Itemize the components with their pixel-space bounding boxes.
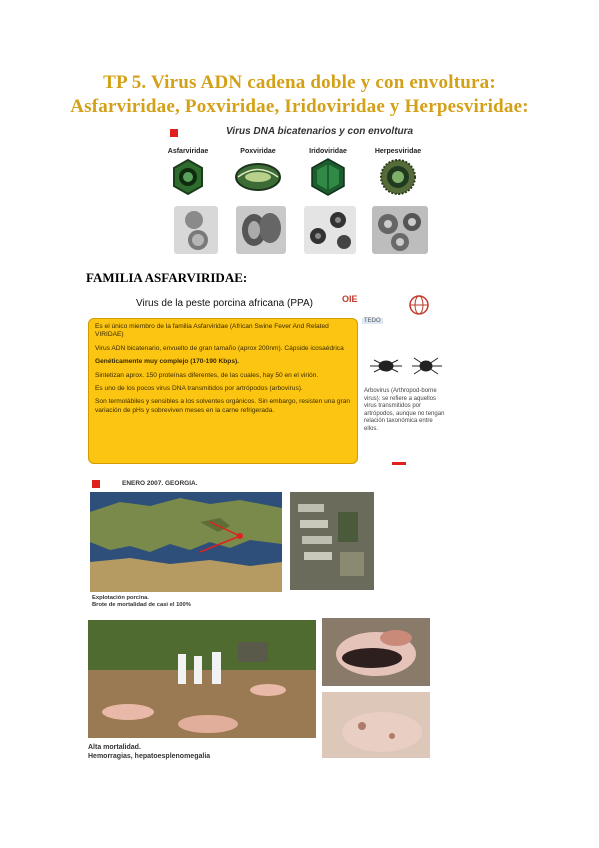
bullet-square xyxy=(92,480,100,488)
caption-line1: Alta mortalidad. xyxy=(88,744,141,751)
oie-logo: OIE xyxy=(342,294,358,304)
slide-footer-mark xyxy=(392,462,406,465)
page-title-line2: Asfarviridae, Poxviridae, Iridoviridae y Herpesviridae: xyxy=(70,96,529,117)
poxviridae-micrograph xyxy=(236,206,286,254)
bullet-square xyxy=(170,129,178,137)
iridoviridae-micrograph xyxy=(304,206,356,254)
skin-hemorrhage-photo xyxy=(322,692,430,758)
herpesviridae-micrograph xyxy=(372,206,428,254)
caption-line2: Brote de mortalidad de casi el 100% xyxy=(92,602,191,608)
caption-line1: Explotación porcina. xyxy=(92,595,150,601)
georgia-outbreak-slide xyxy=(86,474,376,612)
herpesviridae-virion-icon xyxy=(381,160,415,194)
arbovirus-note: Arbovirus (Arthropod-borne virus): se refiere a aquellos virus transmitidos por artrópodos, aunque no tengan relación taxonómica entre ellos. xyxy=(364,388,445,432)
poxviridae-virion-icon xyxy=(236,164,280,190)
info-paragraph: Sintetizan aprox. 150 proteínas diferentes, de las cuales, hay 50 en el virión. xyxy=(95,371,319,379)
asfarviridae-virion-icon xyxy=(174,160,202,194)
figure-title: Virus DNA bicatenarios y con envoltura xyxy=(226,126,414,137)
virus-families-figure xyxy=(166,126,436,262)
slide-tag: TEDO xyxy=(364,318,381,324)
info-paragraph: Genéticamente muy complejo (170-190 Kbps). xyxy=(95,358,240,366)
label-asfarviridae: Asfarviridae xyxy=(167,148,209,155)
virion-schematics xyxy=(166,158,436,198)
info-paragraph: Virus ADN bicatenario, envuelto de gran tamaño (aprox 200nm). Cápside icosaédrica xyxy=(95,344,344,352)
field-disposal-photo xyxy=(88,620,316,738)
info-paragraph: Es uno de los pocos virus DNA transmitidos por artrópodos (arbovirus). xyxy=(95,385,303,393)
label-herpesviridae: Herpesviridae xyxy=(374,148,422,155)
iridoviridae-virion-icon xyxy=(312,159,344,195)
asfarviridae-micrograph xyxy=(174,206,218,254)
organ-lesion-photo xyxy=(322,618,430,686)
page-title-line1: TP 5. Virus ADN cadena doble y con envoltura: xyxy=(103,72,496,93)
label-iridoviridae: Iridoviridae xyxy=(309,148,347,155)
slide-title: Virus de la peste porcina africana (PPA) xyxy=(136,298,313,309)
info-paragraph: Es el único miembro de la familia Asfarviridae (African Swine Fever And Related VIRIDAE) xyxy=(95,323,329,339)
europe-map xyxy=(90,492,282,592)
caption-line2: Hemorragias, hepatoesplenomegalia xyxy=(88,753,211,760)
slide-header: ENERO 2007. GEORGIA. xyxy=(122,480,198,487)
tick-illustration-icon xyxy=(364,348,448,384)
label-poxviridae: Poxviridae xyxy=(240,148,276,155)
globe-logo-icon xyxy=(408,294,430,316)
info-box xyxy=(88,318,358,464)
info-paragraph: Son termolábiles y sensibles a los solventes orgánicos. Sin embargo, resisten una gran variación de pHs y sobreviven meses en la carne refrigerada. xyxy=(95,398,351,414)
satellite-farm-image xyxy=(290,492,374,590)
ppa-info-slide xyxy=(86,292,452,468)
mortality-slide xyxy=(86,618,432,768)
section-heading: FAMILIA ASFARVIRIDAE: xyxy=(86,270,248,285)
